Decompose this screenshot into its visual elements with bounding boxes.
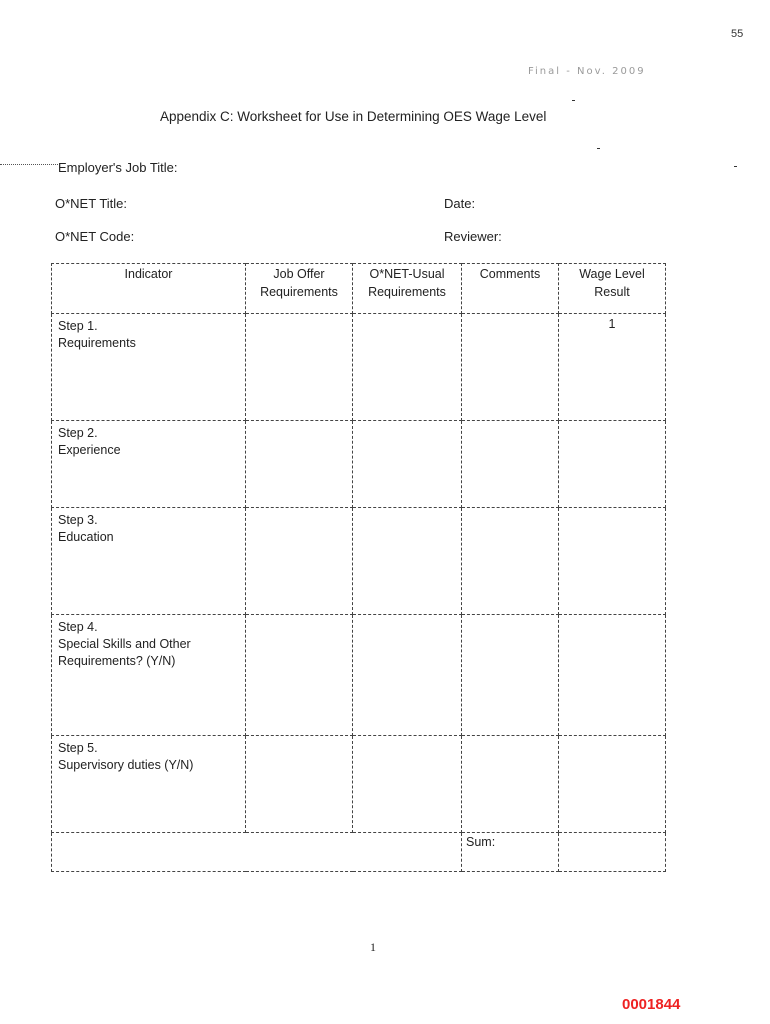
job-offer-cell[interactable] xyxy=(246,314,353,421)
table-row xyxy=(52,314,666,421)
date-label: Date: xyxy=(444,196,476,211)
reviewer-label: Reviewer: xyxy=(444,229,502,244)
sum-spacer-cell xyxy=(52,833,462,872)
footer-page-number: 1 xyxy=(370,940,376,954)
onet-usual-cell[interactable] xyxy=(353,508,462,615)
comments-cell[interactable] xyxy=(462,736,559,833)
scan-speck xyxy=(572,100,575,101)
job-offer-cell[interactable] xyxy=(246,421,353,508)
indicator-cell: Step 4. Special Skills and Other Requirements? (Y/N) xyxy=(52,615,246,736)
employer-job-title-label: Employer's Job Title: xyxy=(58,160,178,175)
onet-usual-cell[interactable] xyxy=(353,314,462,421)
table-header-row xyxy=(52,264,666,314)
onet-usual-cell[interactable] xyxy=(353,736,462,833)
sum-row xyxy=(52,833,666,872)
onet-usual-cell[interactable] xyxy=(353,421,462,508)
scan-speck xyxy=(734,166,737,167)
wage-level-result-cell[interactable] xyxy=(559,508,666,615)
job-offer-cell[interactable] xyxy=(246,736,353,833)
header-comments: Comments xyxy=(462,264,559,314)
comments-cell[interactable] xyxy=(462,314,559,421)
bates-number: 0001844 xyxy=(622,996,681,1013)
onet-code-label: O*NET Code: xyxy=(55,229,135,244)
wage-level-result-cell[interactable] xyxy=(559,421,666,508)
comments-cell[interactable] xyxy=(462,421,559,508)
scan-speck xyxy=(597,148,600,149)
wage-level-result-cell[interactable] xyxy=(559,736,666,833)
table-row xyxy=(52,421,666,508)
header-indicator: Indicator xyxy=(52,264,246,314)
job-offer-cell[interactable] xyxy=(246,508,353,615)
wage-level-worksheet-table xyxy=(51,263,666,872)
table-row xyxy=(52,736,666,833)
comments-cell[interactable] xyxy=(462,508,559,615)
indicator-cell: Step 3. Education xyxy=(52,508,246,615)
indicator-cell: Step 5. Supervisory duties (Y/N) xyxy=(52,736,246,833)
indicator-cell: Step 2. Experience xyxy=(52,421,246,508)
wage-level-result-cell[interactable] xyxy=(559,615,666,736)
table-row xyxy=(52,508,666,615)
page-title: Appendix C: Worksheet for Use in Determining OES Wage Level xyxy=(160,109,547,124)
draft-stamp: Final - Nov. 2009 xyxy=(528,66,646,77)
header-job-offer-requirements: Job Offer Requirements xyxy=(246,264,353,314)
header-wage-level-result: Wage Level Result xyxy=(559,264,666,314)
onet-title-label: O*NET Title: xyxy=(55,196,128,211)
onet-usual-cell[interactable] xyxy=(353,615,462,736)
sum-label: Sum: xyxy=(462,833,559,872)
header-onet-usual-requirements: O*NET-Usual Requirements xyxy=(353,264,462,314)
comments-cell[interactable] xyxy=(462,615,559,736)
page-number: 55 xyxy=(731,28,744,40)
sum-value-cell[interactable] xyxy=(559,833,666,872)
wage-level-result-cell[interactable]: 1 xyxy=(559,314,666,421)
job-offer-cell[interactable] xyxy=(246,615,353,736)
table-row xyxy=(52,615,666,736)
indicator-cell: Step 1. Requirements xyxy=(52,314,246,421)
scan-dotted-line xyxy=(0,164,58,165)
